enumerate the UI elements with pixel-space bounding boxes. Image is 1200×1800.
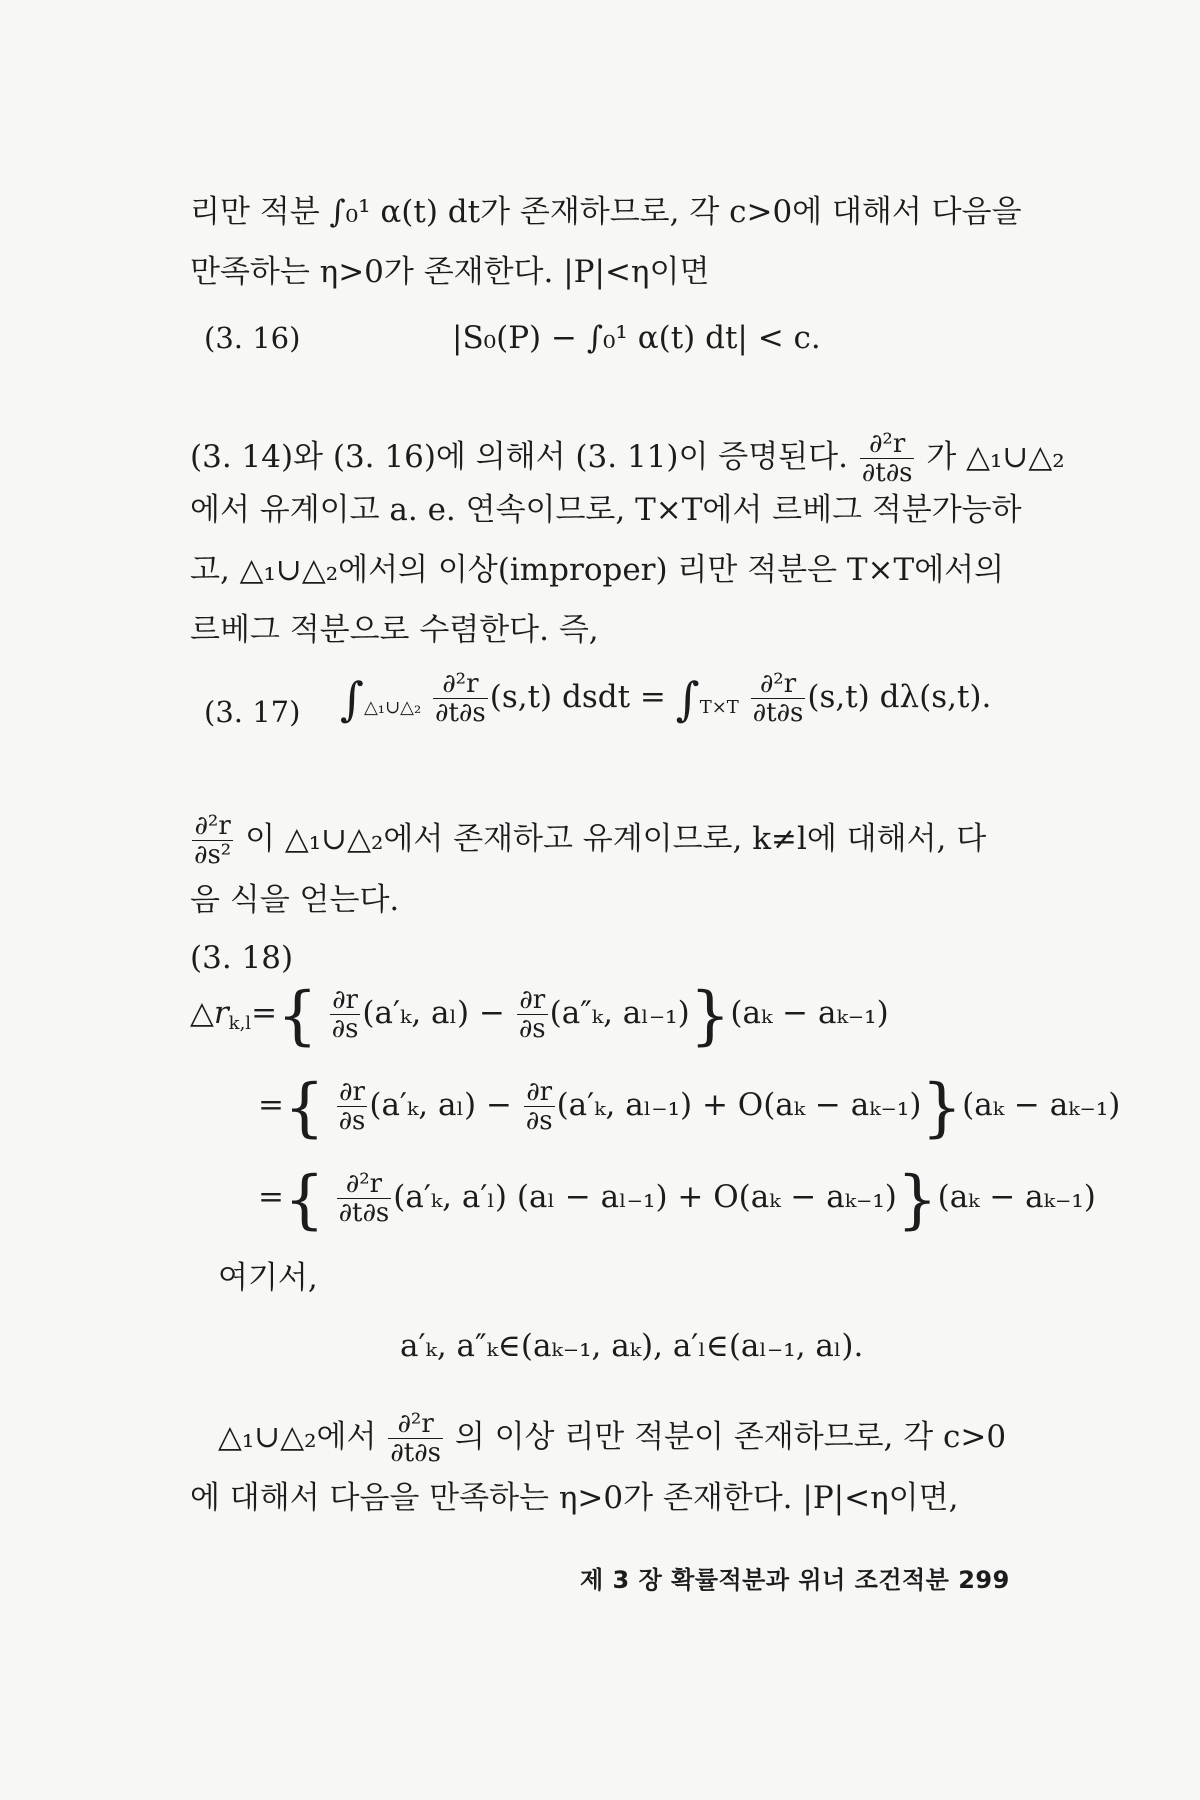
left-brace: { bbox=[283, 1071, 325, 1145]
row-2-part-a: (a′ₖ, aₗ) − bbox=[369, 1087, 512, 1123]
row-1-part-b: (a″ₖ, aₗ₋₁) bbox=[549, 995, 690, 1031]
fraction-denominator: ∂s bbox=[338, 1106, 366, 1136]
fraction-numerator: ∂r bbox=[339, 1077, 365, 1107]
row-3-part-a: (a′ₖ, a′ₗ) (aₗ − aₗ₋₁) + O(aₖ − aₖ₋₁) bbox=[393, 1179, 897, 1215]
fraction-denominator: ∂s bbox=[331, 1014, 359, 1044]
left-brace: { bbox=[277, 979, 318, 1053]
fraction-numerator: ∂r bbox=[526, 1077, 553, 1107]
left-brace: { bbox=[283, 1163, 325, 1237]
fraction-numerator: ∂²r bbox=[194, 811, 231, 841]
integral-domain-right: T×T bbox=[699, 697, 739, 718]
fraction-d2r-dtds bbox=[388, 1410, 443, 1467]
fraction-numerator: ∂²r bbox=[759, 669, 797, 699]
fraction-dr-ds bbox=[524, 1078, 555, 1135]
integral-domain-left: △₁∪△₂ bbox=[363, 697, 422, 718]
fraction-denominator: ∂t∂s bbox=[752, 698, 804, 728]
equation-3-18-row-3 bbox=[258, 1163, 1096, 1237]
page-footer: 제 3 장 확률적분과 위너 조건적분 299 bbox=[580, 1566, 1010, 1594]
where-clause: a′ₖ, a″ₖ∈(aₖ₋₁, aₖ), a′ₗ∈(aₗ₋₁, aₗ). bbox=[400, 1328, 864, 1364]
row-1-tail: (aₖ − aₖ₋₁) bbox=[730, 995, 889, 1031]
equation-3-17-left-tail: (s,t) dsdt = bbox=[489, 679, 666, 715]
equation-3-17-right-tail: (s,t) dλ(s,t). bbox=[807, 679, 992, 715]
equation-label-3-18: (3. 18) bbox=[190, 940, 294, 976]
equation-label-3-17: (3. 17) bbox=[204, 695, 301, 729]
paragraph-2-line-3: 고, △₁∪△₂에서의 이상(improper) 리만 적분은 T×T에서의 bbox=[190, 552, 1005, 588]
row-3-equals: = bbox=[258, 1179, 284, 1215]
paragraph-2-line-1-text: (3. 14)와 (3. 16)에 의해서 (3. 11)이 증명된다. bbox=[190, 439, 848, 475]
row-1-part-a: (a′ₖ, aₗ) − bbox=[362, 995, 505, 1031]
fraction-numerator: ∂r bbox=[332, 985, 358, 1015]
paragraph-2-line-1 bbox=[190, 430, 1070, 487]
fraction-d2r-dtds-right bbox=[751, 670, 806, 727]
paragraph-3-line-1-text: 이 △₁∪△₂에서 존재하고 유계이므로, k≠l에 대해서, 다 bbox=[245, 821, 987, 857]
fraction-d2r-dtds-left bbox=[433, 670, 488, 727]
row-2-tail: (aₖ − aₖ₋₁) bbox=[962, 1087, 1121, 1123]
paragraph-4-line-1: 여기서, bbox=[218, 1260, 318, 1296]
paragraph-5-line-1 bbox=[218, 1410, 1098, 1467]
equation-label-3-16: (3. 16) bbox=[204, 321, 301, 355]
fraction-denominator: ∂s bbox=[518, 1014, 546, 1044]
paragraph-2-line-2: 에서 유계이고 a. e. 연속이므로, T×T에서 르베그 적분가능하 bbox=[190, 492, 1022, 528]
fraction-d2r-dtds bbox=[337, 1170, 392, 1227]
row-2-part-b: (a′ₖ, aₗ₋₁) + O(aₖ − aₖ₋₁) bbox=[556, 1087, 922, 1123]
fraction-denominator: ∂t∂s bbox=[435, 698, 486, 728]
paragraph-5-line-2: 에 대해서 다음을 만족하는 η>0가 존재한다. |P|<η이면, bbox=[190, 1480, 959, 1516]
row-2-equals: = bbox=[258, 1087, 284, 1123]
equation-3-18-row-1 bbox=[190, 979, 889, 1053]
fraction-dr-ds bbox=[517, 986, 548, 1043]
integral-sign-left: ∫ bbox=[340, 672, 364, 726]
equation-3-18-row-2 bbox=[258, 1071, 1121, 1145]
fraction-numerator: ∂r bbox=[519, 985, 546, 1015]
right-brace: } bbox=[896, 1163, 938, 1237]
fraction-d2r-ds2 bbox=[192, 812, 233, 869]
fraction-numerator: ∂²r bbox=[442, 669, 479, 699]
paragraph-5-line-1-text-a: △₁∪△₂에서 bbox=[218, 1419, 377, 1455]
fraction-denominator: ∂s² bbox=[194, 840, 232, 870]
paragraph-5-line-1-text-b: 의 이상 리만 적분이 존재하므로, 각 c>0 bbox=[454, 1419, 1007, 1455]
right-brace: } bbox=[689, 979, 731, 1053]
paragraph-3-line-2: 음 식을 얻는다. bbox=[190, 882, 400, 918]
fraction-dr-ds bbox=[330, 986, 361, 1043]
row-1-equals: = bbox=[251, 995, 278, 1031]
row-1-lhs-subscript: k,l bbox=[228, 1013, 252, 1034]
fraction-denominator: ∂t∂s bbox=[338, 1198, 390, 1228]
paragraph-3-line-1 bbox=[190, 812, 1070, 869]
fraction-denominator: ∂t∂s bbox=[861, 458, 913, 488]
row-1-lhs: △r bbox=[190, 995, 229, 1031]
fraction-denominator: ∂s bbox=[525, 1106, 553, 1136]
equation-3-16: |S₀(P) − ∫₀¹ α(t) dt| < c. bbox=[452, 320, 821, 356]
equation-3-17 bbox=[340, 670, 991, 728]
paragraph-1-line-1: 리만 적분 ∫₀¹ α(t) dt가 존재하므로, 각 c>0에 대해서 다음을 bbox=[190, 194, 1022, 230]
row-3-tail: (aₖ − aₖ₋₁) bbox=[937, 1179, 1096, 1215]
paragraph-2-line-1-tail: 가 △₁∪△₂ bbox=[926, 439, 1065, 475]
fraction-dr-ds bbox=[337, 1078, 368, 1135]
paragraph-1-line-2: 만족하는 η>0가 존재한다. |P|<η이면 bbox=[190, 254, 710, 290]
fraction-numerator: ∂²r bbox=[868, 429, 906, 459]
paragraph-2-line-4: 르베그 적분으로 수렴한다. 즉, bbox=[190, 612, 599, 648]
right-brace: } bbox=[921, 1071, 963, 1145]
integral-sign-right: ∫ bbox=[675, 672, 700, 726]
fraction-d2r-dtds bbox=[860, 430, 915, 487]
fraction-numerator: ∂²r bbox=[345, 1169, 383, 1199]
fraction-numerator: ∂²r bbox=[397, 1409, 434, 1439]
fraction-denominator: ∂t∂s bbox=[390, 1438, 441, 1468]
